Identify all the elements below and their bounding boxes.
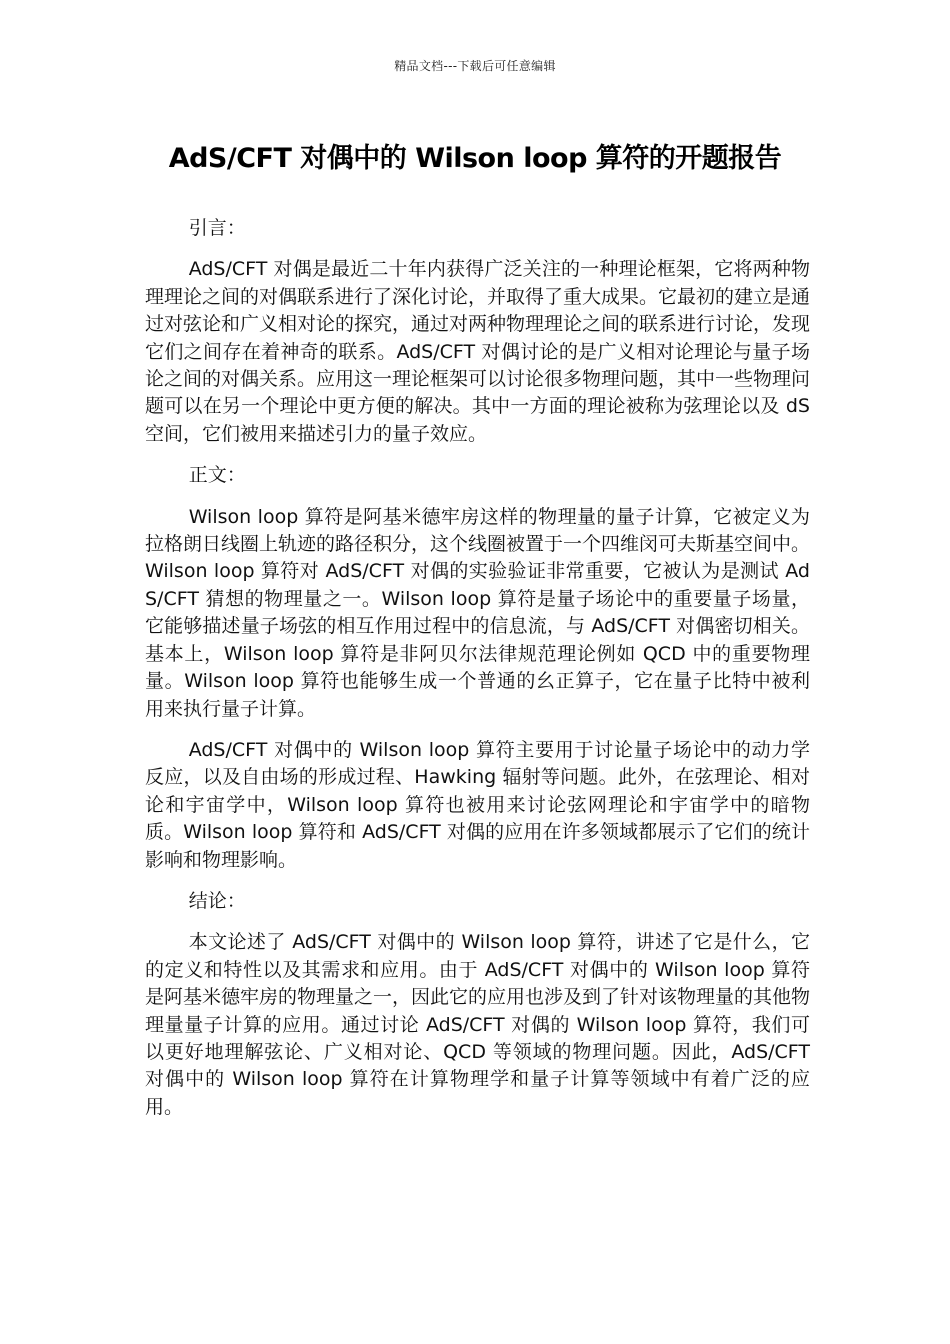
conclusion-heading: 结论：	[188, 889, 246, 912]
document-title: AdS/CFT 对偶中的 Wilson loop 算符的开题报告	[168, 143, 782, 174]
body-heading: 正文：	[188, 464, 246, 487]
body-paragraph-1: Wilson loop 算符是阿基米德牢房这样的物理量的量子计算，它被定义为拉格朗日线圈上轨迹的路径积分，这个线圈被置于一个四维闵可夫斯基空间中。Wilson loop 算符对 AdS/CFT 对偶的实验验证非常重要，它被认为是测试 AdS/CFT 猜想的物理量之一。Wilson loop 算符是量子场论中的重要量子场量，它能够描述量子场弦的相互作用过程中的信息流，与 AdS/CFT 对偶密切相关。基本上，Wilson loop 算符是非阿贝尔法律规范理论例如 QCD 中的重要物理量。Wilson loop 算符也能够生成一个普通的幺正算子，它在量子比特中被利用来执行量子计算。	[145, 505, 811, 720]
conclusion-paragraph: 本文论述了 AdS/CFT 对偶中的 Wilson loop 算符，讲述了它是什么，它的定义和特性以及其需求和应用。由于 AdS/CFT 对偶中的 Wilson loop 算符是阿基米德牢房的物理量之一，因此它的应用也涉及到了针对该物理量的其他物理量量子计算的应用。通过讨论 AdS/CFT 对偶的 Wilson loop 算符，我们可以更好地理解弦论、广义相对论、QCD 等领域的物理问题。因此，AdS/CFT 对偶中的 Wilson loop 算符在计算物理学和量子计算等领域中有着广泛的应用。	[145, 931, 811, 1118]
page-header: 精品文档---下载后可任意编辑	[394, 59, 556, 73]
intro-heading: 引言：	[188, 217, 246, 239]
body-paragraph-2: AdS/CFT 对偶中的 Wilson loop 算符主要用于讨论量子场论中的动力学反应，以及自由场的形成过程、Hawking 辐射等问题。此外，在弦理论、相对论和宇宙学中，Wilson loop 算符也被用来讨论弦网理论和宇宙学中的暗物质。Wilson loop 算符和 AdS/CFT 对偶的应用在许多领域都展示了它们的统计影响和物理影响。	[145, 738, 810, 871]
intro-paragraph: AdS/CFT 对偶是最近二十年内获得广泛关注的一种理论框架，它将两种物理理论之间的对偶联系进行了深化讨论，并取得了重大成果。它最初的建立是通过对弦论和广义相对论的探究，通过对两种物理理论之间的联系进行讨论，发现它们之间存在着神奇的联系。AdS/CFT 对偶讨论的是广义相对论理论与量子场论之间的对偶关系。应用这一理论框架可以讨论很多物理问题，其中一些物理问题可以在另一个理论中更方便的解决。其中一方面的理论被称为弦理论以及 dS 空间，它们被用来描述引力的量子效应。	[145, 258, 811, 445]
document-body	[145, 215, 810, 1135]
